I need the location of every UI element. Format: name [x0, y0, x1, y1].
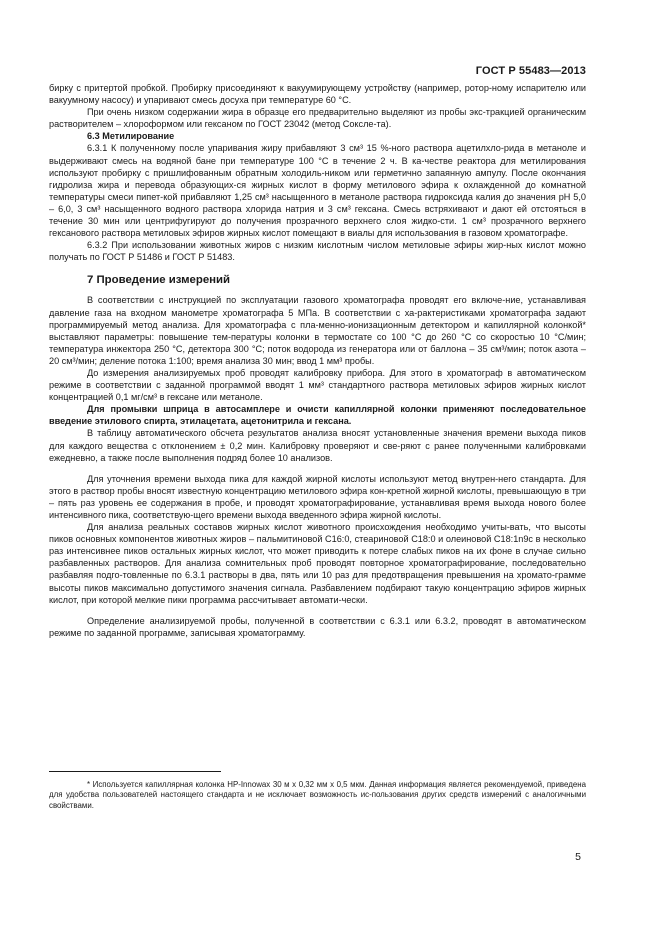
paragraph: В соответствии с инструкцией по эксплуатации газового хроматографа проводят его включе-ние, устанавливая давление газа на входном манометре хроматографа 5 МПа. В соответствии с ха-рактеристиками хроматографа задают программируемый метод анализа. Для хроматографа с пла-менно-ионизационным детектором и капиллярной колонкой* выставляют параметры: повышение тем-пературы колонки в термостате со 100 °С до 260 °С со скоростью 10 °С/мин; температура инжектора 250 °С, детектора 300 °С; поток водорода из генератора или от баллона – 35 см³/мин; поток азота – 20 см³/мин; деление потока 1:100; время анализа 30 мин; ввод 1 мм³ пробы.: [49, 295, 586, 366]
paragraph: Для уточнения времени выхода пика для каждой жирной кислоты используют метод внутрен-него стандарта. Для этого в раствор пробы вносят известную концентрацию метилового эфира кон-кретной жирной кислоты, превышающую в три – пять раз уровень ее содержания в пробе, и проводят хроматографирование, устанавливая время выхода нового более интенсивного пика, соответствую-щего времени выхода введенного эфира жирной кислоты.: [49, 473, 586, 520]
footnote-divider: [49, 771, 221, 772]
footnote: [49, 780, 586, 811]
paragraph: Определение анализируемой пробы, полученной в соответствии с 6.3.1 или 6.3.2, проводят в автоматическом режиме по заданной программе, записывая хроматограмму.: [49, 615, 586, 638]
paragraph: бирку с притертой пробкой. Пробирку присоединяют к вакуумирующему устройству (например, ротор-ному испарителю или вакуумному насосу) и упаривают смесь досуха при температуре 60 °С.: [49, 83, 586, 106]
footnote-text: * Используется капиллярная колонка HP-Innowax 30 м х 0,32 мм х 0,5 мкм. Данная информация является рекомендуемой, приведена для удобства пользователей настоящего стандарта и не исключает возможность ис-пользования других средств измерений с аналогичными свойствами.: [49, 780, 586, 810]
paragraph: Для анализа реальных составов жирных кислот животного происхождения необходимо учиты-вать, что высоты пиков основных компонентов животных жиров – пальмитиновой С16:0, стеариновой С18:0 и олеиновой С18:1n9c в несколько раз интенсивнее пиков остальных жирных кислот, что может приводить к потере слабых пиков на их фоне в случае сильно разбавленных растворов. Для анализа сомнительных проб проводят повторное хроматографирование, последовательно разбавляя подго-товленные по 6.3.1 растворы в два, пять или 10 раз для предотвращения превышения на хромато-грамме высоты пиков максимально допустимого значения сигнала. Разбавлением подбирают такую концентрацию эфиров жирных кислот, при которой мелкие пики программа рассчитывает автомати-чески.: [49, 522, 586, 605]
paragraph-6-3-1: 6.3.1 К полученному после упаривания жиру прибавляют 3 см³ 15 %-ного раствора ацетилхло-рида в метаноле и выдерживают смесь на водяной бане при температуре 100 °С в течение 2 ч. В ка-честве реактора для метилирования используют пробирку с пришлифованным обратным холодиль-ником или герметично запаянную ампулу. После окончания гидролиза жира и перевода образующих-ся жирных кислот в форму метилового эфира к охлажденной до комнатной температуры смеси пипет-кой прибавляют 1,25 см³ насыщенного в метаноле раствора гидроксида калия до значения рН 5,0 – 6,0, 3 см³ насыщенного водного раствора хлорида натрия и 3 см³ гексана. Смесь встряхивают и дают ей отстояться в течение 30 мин или центрифугируют до получения прозрачного верхнего слоя жидко-сти. 1 см³ прозрачного верхнего гексанового раствора метиловых эфиров жирных кислот помещают в виалы для использования в газовом хроматографе.: [49, 143, 586, 239]
paragraph: До измерения анализируемых проб проводят калибровку прибора. Для этого в хроматограф в автоматическом режиме в соответствии с заданной программой вводят 1 мм³ стандартного раствора метиловых эфиров жирных кислот концентрацией 0,1 мг/см³ в гексане или метаноле.: [49, 367, 586, 403]
paragraph: В таблицу автоматического обсчета результатов анализа вносят установленные значения времени выхода пиков для каждого вещества с отклонением ± 0,2 мин. Калибровку проверяют и све-ряют с ранее полученными калибровками ежедневно, а также после выполнения подряд более 10 анализов.: [49, 428, 586, 463]
paragraph-6-3-2: 6.3.2 При использовании животных жиров с низким кислотным числом метиловые эфиры жир-ных кислот можно получать по ГОСТ Р 51486 и ГОСТ Р 51483.: [49, 240, 586, 263]
subsection-heading-6-3: 6.3 Метилирование: [87, 131, 175, 142]
section-heading-7: 7 Проведение измерений: [87, 274, 231, 287]
document-body: [49, 82, 586, 639]
paragraph-bold: Для промывки шприца в автосамплере и очисти капиллярной колонки применяют последовательное введение этилового спирта, этилацетата, ацетонитрила и гексана.: [49, 404, 586, 427]
page-number: 5: [575, 851, 581, 863]
paragraph: При очень низком содержании жира в образце его предварительно выделяют из пробы экс-тракцией органическим растворителем – хлороформом или гексаном по ГОСТ 23042 (метод Соксле-та).: [49, 107, 586, 130]
standard-header: ГОСТ Р 55483—2013: [475, 65, 586, 77]
